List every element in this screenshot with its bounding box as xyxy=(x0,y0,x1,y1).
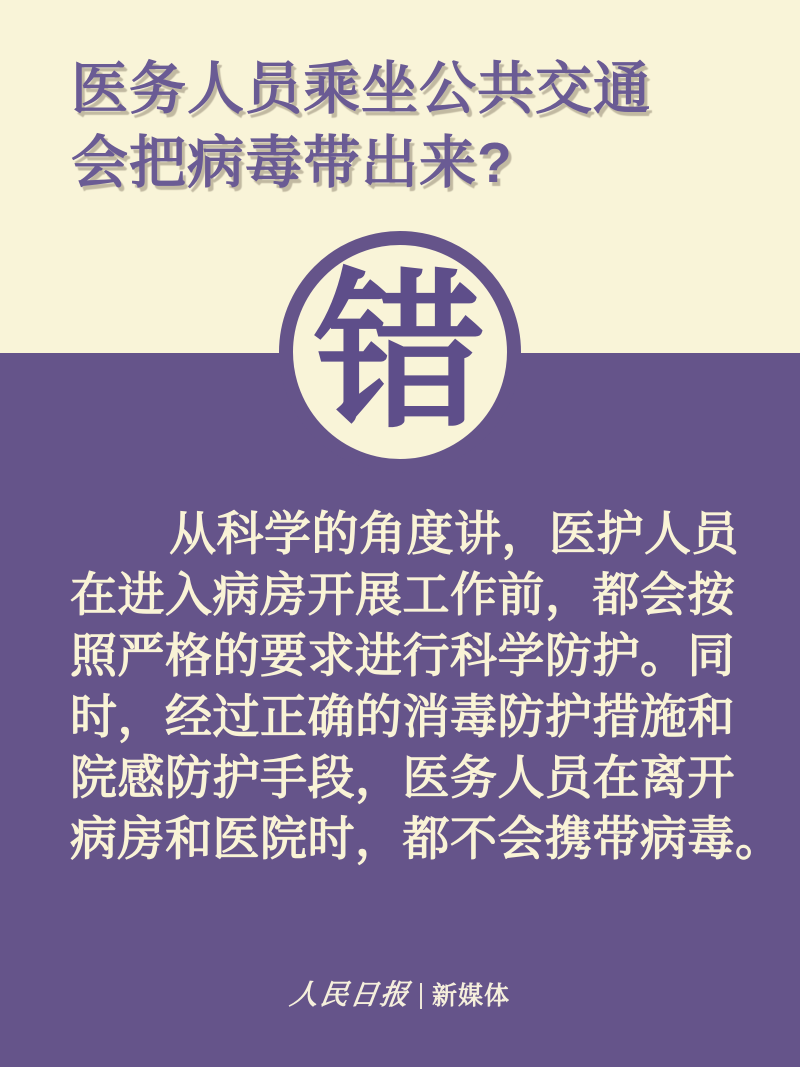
body-line: 院感防护手段，医务人员在离开 xyxy=(70,753,735,805)
peoples-daily-masthead: 人民日报 xyxy=(287,980,413,1011)
body-line: 在进入病房开展工作前，都会按 xyxy=(70,570,735,622)
verdict-character: 错 xyxy=(314,260,485,448)
poster-title-line-2: 会把病毒带出来? xyxy=(71,131,513,195)
poster-title-line-1: 医务人员乘坐公共交通 xyxy=(71,57,651,121)
body-line: 时，经过正确的消毒防护措施和 xyxy=(70,692,735,744)
publisher-logo xyxy=(0,982,800,1010)
body-line: 从科学的角度讲，医护人员 xyxy=(169,509,739,561)
poster-title xyxy=(71,52,751,200)
body-paragraph xyxy=(70,505,783,871)
footer-divider xyxy=(420,983,422,1009)
body-line: 照严格的要求进行科学防护。同 xyxy=(70,631,735,683)
body-line: 病房和医院时，都不会携带病毒。 xyxy=(70,814,783,866)
verdict-circle-badge xyxy=(279,231,521,473)
new-media-brand: 新媒体 xyxy=(432,981,511,1010)
